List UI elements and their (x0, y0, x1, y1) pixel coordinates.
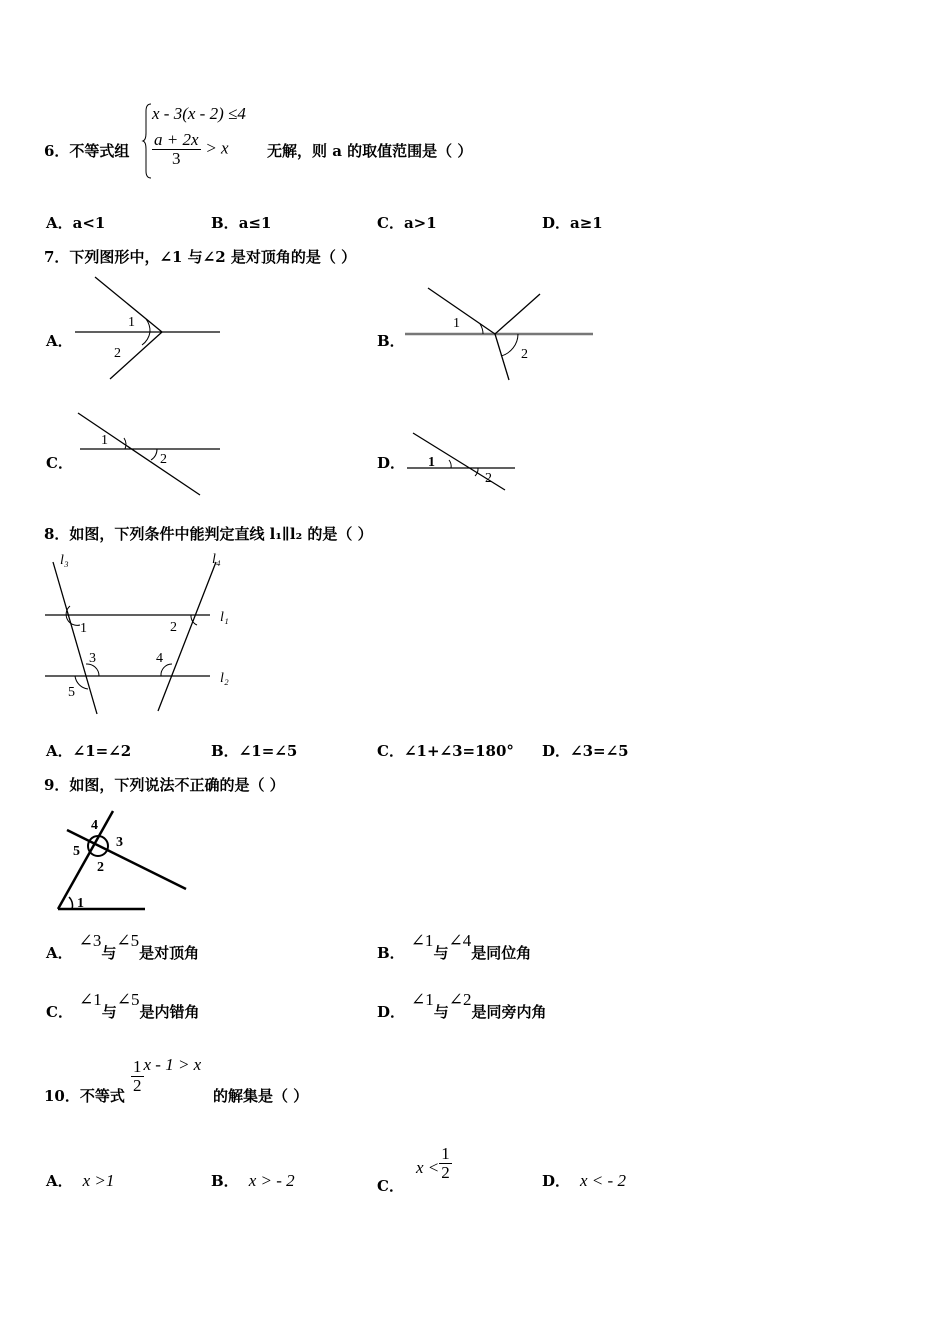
option-text: 是同位角 (471, 944, 532, 962)
option-label: B． (211, 214, 239, 232)
q7-option-c-label[interactable]: C． (46, 454, 73, 472)
q7-figure-c (75, 408, 225, 500)
option-text: 是对顶角 (139, 944, 200, 962)
q6-suffix: 无解，则 a 的取值范围是（ ） (267, 142, 473, 160)
option-fraction-denominator: 2 (441, 1162, 450, 1182)
q7a-angle-2: 2 (114, 346, 121, 361)
q10-option-b[interactable] (211, 1170, 295, 1191)
q8-label-l3: l₃ (60, 553, 69, 568)
q8-angle-4: 4 (156, 651, 163, 666)
q9-option-d[interactable] (377, 990, 547, 1022)
option-connector: 与 (101, 1003, 117, 1021)
option-label: A． (46, 944, 73, 962)
q6-option-a[interactable] (46, 212, 105, 233)
q7-option-b-label[interactable]: B． (377, 332, 405, 350)
q6-inequality-1: x - 3(x - 2) ≤4 (152, 104, 246, 123)
q10-fraction (131, 1058, 144, 1095)
option-math-prefix: x < (415, 1158, 440, 1178)
q7-stem: 7．下列图形中，∠1 与∠2 是对顶角的是（ ） (44, 248, 357, 266)
q6-fraction-denominator: 3 (172, 148, 181, 168)
q7b-angle-1: 1 (453, 316, 460, 331)
q9-option-a[interactable] (46, 931, 200, 963)
option-angle-first: ∠1 (410, 931, 434, 950)
q8-figure (40, 548, 240, 718)
option-math: x > - 2 (248, 1171, 295, 1190)
q8-option-c[interactable] (377, 740, 514, 761)
q6-option-d[interactable] (542, 212, 603, 233)
option-text: 是内错角 (139, 1003, 200, 1021)
q9-angle-2: 2 (97, 860, 104, 875)
q7-figure-a (70, 275, 230, 385)
q8-angle-5: 5 (68, 685, 75, 700)
q7d-angle-1: 1 (428, 455, 435, 470)
q8-label-l1: l₁ (220, 610, 229, 625)
q6-option-c[interactable] (377, 212, 437, 233)
option-math: x < - 2 (580, 1171, 626, 1190)
q10-fraction-numerator: 1 (133, 1057, 142, 1076)
option-label: D． (542, 1172, 571, 1190)
option-label: C． (377, 214, 404, 232)
option-angle-first: ∠1 (78, 990, 102, 1009)
q6-option-b[interactable] (211, 212, 271, 233)
option-text: ∠3=∠5 (570, 742, 629, 760)
q7a-angle-1: 1 (128, 315, 135, 330)
q8-stem: 8．如图，下列条件中能判定直线 l₁∥l₂ 的是（ ） (44, 525, 373, 543)
q8-angle-3: 3 (89, 651, 96, 666)
option-label: B． (377, 944, 405, 962)
q7-option-a-label[interactable]: A． (46, 332, 73, 350)
option-label: B． (211, 742, 239, 760)
option-label: C． (46, 1003, 73, 1021)
option-fraction (439, 1145, 452, 1182)
option-label: D． (377, 1003, 406, 1021)
q10-expression-rest: x - 1 > x (143, 1055, 202, 1075)
q10-prefix: 10．不等式 (44, 1087, 125, 1105)
q10-option-d[interactable] (542, 1170, 626, 1191)
option-text: 是同旁内角 (471, 1003, 547, 1021)
q8-option-d[interactable] (542, 740, 629, 761)
q10-option-c[interactable] (377, 1144, 452, 1196)
q9-angle-1: 1 (77, 896, 84, 911)
q8-angle-1: 1 (80, 621, 87, 636)
option-angle-first: ∠1 (411, 990, 434, 1009)
q8-label-l2: l₂ (220, 671, 229, 686)
option-label: C． (377, 1177, 404, 1196)
option-text: ∠1+∠3=180° (403, 742, 514, 760)
option-text: ∠1=∠2 (72, 742, 132, 760)
q7c-angle-2: 2 (160, 452, 167, 467)
option-angle-second: ∠5 (116, 931, 140, 950)
option-connector: 与 (101, 944, 117, 962)
q9-stem: 9．如图，下列说法不正确的是（ ） (44, 776, 285, 794)
option-label: A． (46, 214, 73, 232)
q6-inequality-2 (152, 131, 229, 168)
q9-option-c[interactable] (46, 990, 200, 1022)
option-angle-second: ∠2 (448, 990, 472, 1009)
option-text: a≥1 (570, 214, 603, 232)
q7b-angle-2: 2 (521, 347, 528, 362)
q7d-angle-2: 2 (485, 471, 492, 486)
q8-label-l4: l₄ (212, 552, 221, 567)
option-label: D． (542, 214, 571, 232)
q8-angle-2: 2 (170, 620, 177, 635)
option-angle-second: ∠4 (448, 931, 472, 950)
q8-option-b[interactable] (211, 740, 297, 761)
option-connector: 与 (433, 944, 449, 962)
option-angle-first: ∠3 (78, 931, 102, 950)
q9-angle-5: 5 (73, 844, 80, 859)
q10-inequality (131, 1055, 202, 1095)
q9-option-b[interactable] (377, 931, 532, 963)
q10-suffix: 的解集是（ ） (213, 1087, 309, 1105)
option-label: C． (377, 742, 404, 760)
q7-option-d-label[interactable]: D． (377, 454, 406, 472)
q7-figure-d (405, 430, 520, 495)
q9-angle-3: 3 (116, 835, 123, 850)
option-math: x >1 (82, 1171, 115, 1190)
option-label: A． (46, 742, 73, 760)
q6-fraction (152, 131, 201, 168)
option-label: D． (542, 742, 571, 760)
q9-angle-4: 4 (91, 818, 98, 833)
option-fraction-numerator: 1 (441, 1144, 450, 1163)
option-text: a>1 (403, 214, 437, 232)
option-label: B． (211, 1172, 239, 1190)
q8-option-a[interactable] (46, 740, 131, 761)
q10-fraction-denominator: 2 (133, 1075, 142, 1095)
option-connector: 与 (433, 1003, 449, 1021)
q10-option-a[interactable] (46, 1170, 114, 1191)
option-text: ∠1=∠5 (238, 742, 298, 760)
option-label: A． (46, 1172, 73, 1190)
q7-figure-b (400, 285, 600, 385)
q6-fraction-numerator: a + 2x (154, 130, 199, 149)
q7c-angle-1: 1 (101, 433, 108, 448)
option-text: a≤1 (238, 214, 272, 232)
option-text: a<1 (72, 214, 106, 232)
q9-figure (55, 808, 195, 918)
option-angle-second: ∠5 (116, 990, 140, 1009)
q6-prefix: 6．不等式组 (44, 142, 130, 160)
q6-inequality-2-rest: > x (205, 138, 229, 158)
